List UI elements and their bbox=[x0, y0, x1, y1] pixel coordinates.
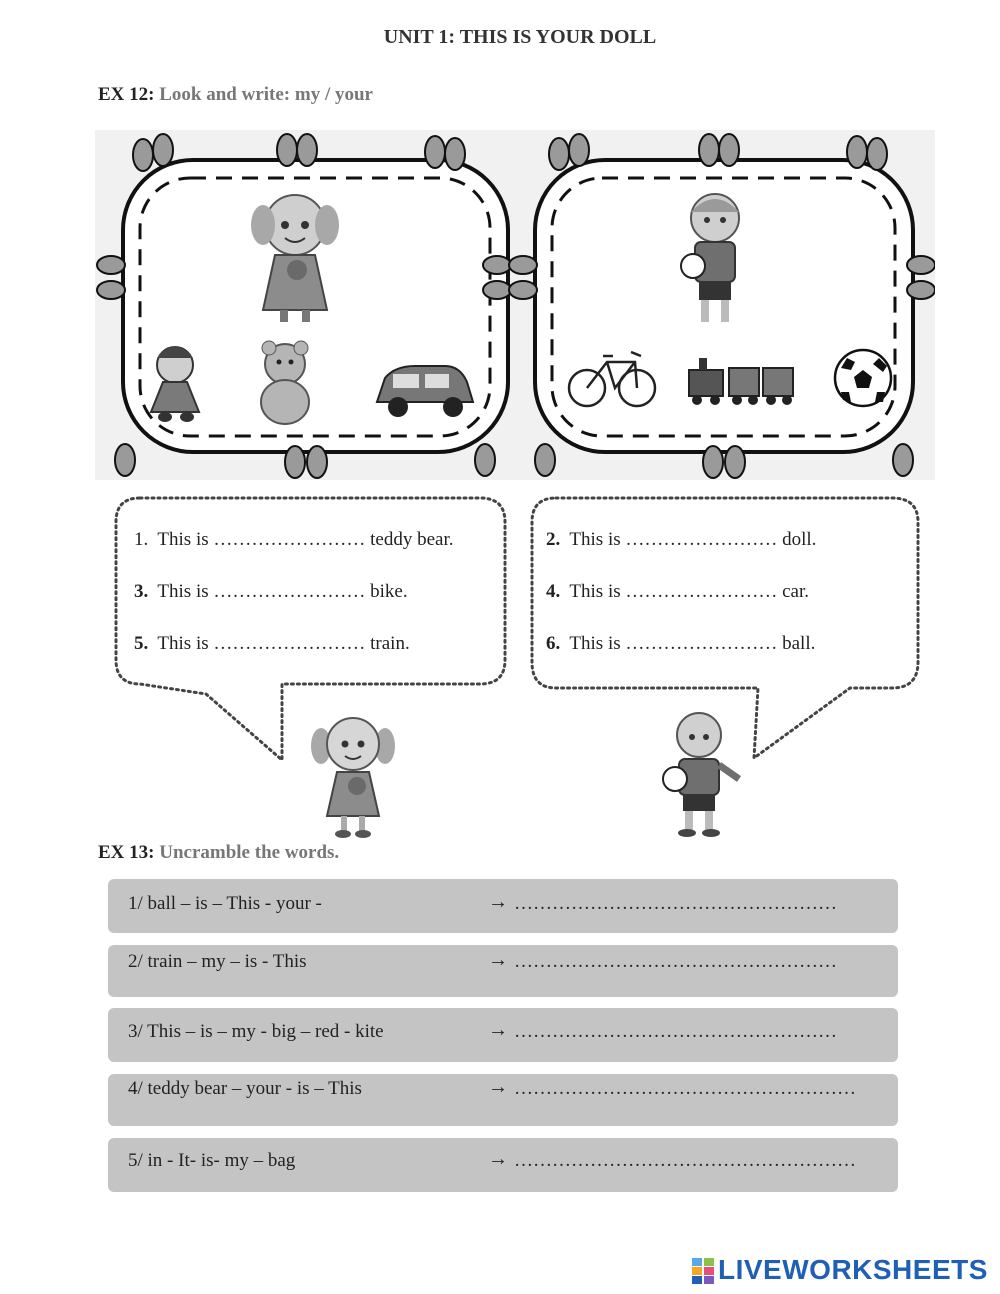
answer-blank-4[interactable]: ……………………………………………… bbox=[514, 1078, 856, 1099]
sentence-1: 1. This is …………………… teddy bear. bbox=[134, 529, 454, 550]
sentence-2: 2. This is …………………… doll. bbox=[546, 529, 817, 550]
answer-blank-1[interactable]: …………………………………………… bbox=[514, 893, 837, 914]
ex12-label: EX 12: bbox=[98, 84, 155, 105]
answer-blank-3[interactable]: …………………………………………… bbox=[514, 1021, 837, 1042]
unscramble-row-2 bbox=[108, 945, 898, 997]
picture-frames bbox=[95, 130, 935, 480]
girl-speaker-illustration bbox=[305, 710, 400, 840]
arrow-icon: → bbox=[488, 1076, 508, 1098]
arrow-icon: → bbox=[488, 1019, 508, 1041]
ball-illustration bbox=[835, 350, 891, 406]
answer-blank-2[interactable]: …………………………………………… bbox=[514, 951, 837, 972]
unscramble-row-5 bbox=[108, 1138, 898, 1192]
arrow-icon: → bbox=[488, 891, 508, 913]
unscramble-row-3 bbox=[108, 1008, 898, 1062]
liveworksheets-brand[interactable]: LIVEWORKSHEETS bbox=[718, 1254, 988, 1285]
sentence-4: 4. This is …………………… car. bbox=[546, 581, 810, 602]
sentence-6: 6. This is …………………… ball. bbox=[546, 633, 816, 654]
boy-frame bbox=[509, 134, 935, 478]
sentence-3: 3. This is …………………… bike. bbox=[134, 581, 408, 602]
unscramble-row-1 bbox=[108, 879, 898, 933]
scramble-question-4: 4/ teddy bear – your - is – This bbox=[128, 1078, 362, 1099]
scramble-question-2: 2/ train – my – is - This bbox=[128, 951, 307, 972]
arrow-icon: → bbox=[488, 1148, 508, 1170]
sentence-5: 5. This is …………………… train. bbox=[134, 633, 410, 654]
ex12-heading bbox=[98, 84, 373, 106]
unscramble-row-4 bbox=[108, 1074, 898, 1126]
arrow-icon: → bbox=[488, 949, 508, 971]
girl-frame bbox=[97, 134, 511, 478]
ex13-instruction: Uncramble the words. bbox=[159, 842, 340, 863]
liveworksheets-logo-icon bbox=[692, 1258, 716, 1284]
scramble-question-1: 1/ ball – is – This - your - bbox=[128, 893, 322, 914]
scramble-question-3: 3/ This – is – my - big – red - kite bbox=[128, 1021, 384, 1042]
ex13-heading bbox=[98, 842, 339, 864]
left-bubble-sentences bbox=[134, 528, 453, 656]
ex13-label: EX 13: bbox=[98, 842, 155, 863]
boy-speaker-illustration bbox=[655, 705, 745, 840]
ex12-instruction: Look and write: my / your bbox=[159, 84, 373, 105]
scramble-question-5: 5/ in - It- is- my – bag bbox=[128, 1150, 296, 1171]
right-bubble-sentences bbox=[546, 528, 816, 656]
page-title: UNIT 1: THIS IS YOUR DOLL bbox=[383, 26, 657, 48]
answer-blank-5[interactable]: ……………………………………………… bbox=[514, 1150, 856, 1171]
